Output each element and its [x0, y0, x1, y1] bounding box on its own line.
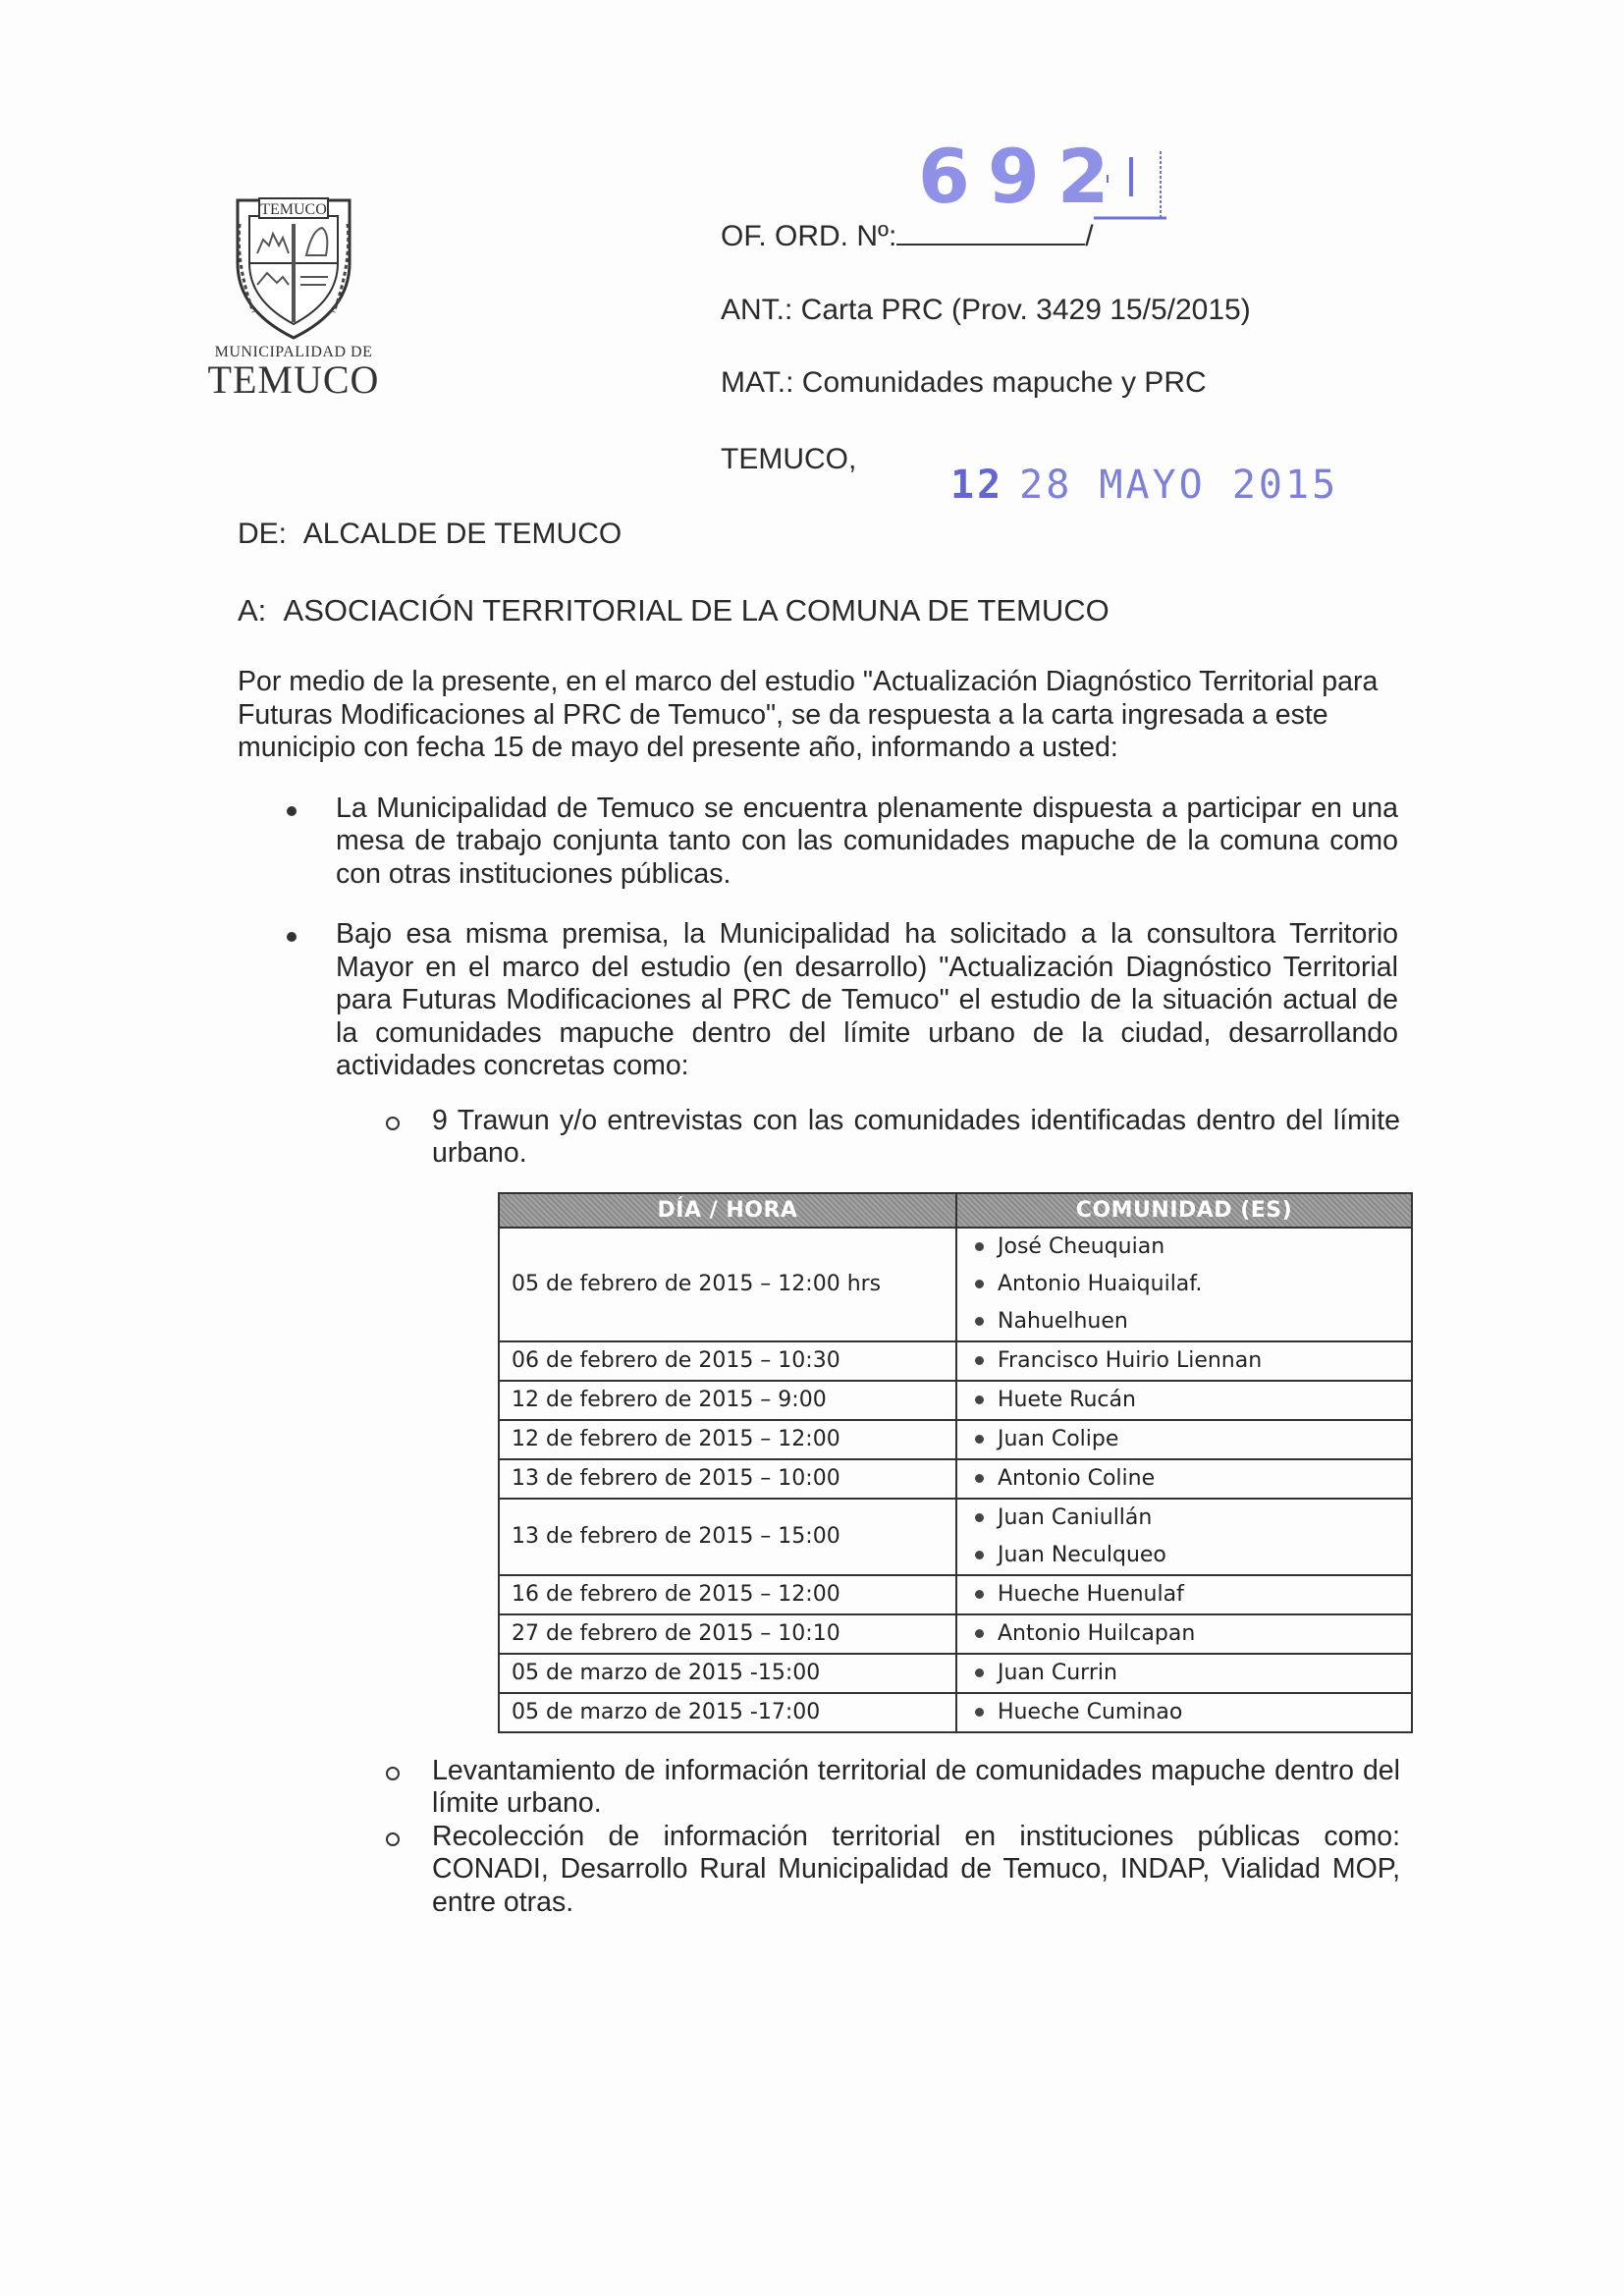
ant-line: ANT.: Carta PRC (Prov. 3429 15/5/2015) — [721, 294, 1251, 326]
community-cell — [956, 1420, 1412, 1459]
ord-number-line — [896, 218, 1085, 246]
schedule-table — [498, 1192, 1413, 1733]
date-stamp — [950, 464, 1338, 507]
community-item — [969, 1303, 1411, 1340]
sub-bullet-item-2-wrapper — [432, 1755, 1400, 1821]
bullet-icon — [975, 1629, 984, 1638]
table-row — [499, 1459, 1412, 1499]
date-time-cell — [499, 1693, 956, 1732]
sub-bullet-item-1-wrapper — [432, 1105, 1400, 1171]
circle-bullet-icon — [386, 1767, 400, 1780]
community-item — [969, 1266, 1411, 1303]
bullet-icon — [975, 1474, 984, 1483]
community-cell — [956, 1614, 1412, 1654]
mat-line: MAT.: Comunidades mapuche y PRC — [721, 366, 1207, 399]
sub-bullet-item-3-wrapper — [432, 1821, 1400, 1920]
date-time-text: 12 de febrero de 2015 – 9:00 — [512, 1388, 827, 1412]
bullet-icon — [287, 806, 297, 816]
community-name: Juan Caniullán — [998, 1505, 1153, 1530]
community-name: Francisco Huirio Liennan — [998, 1348, 1263, 1373]
community-name: Juan Colipe — [998, 1427, 1119, 1451]
institution-line2: TEMUCO — [207, 357, 380, 402]
community-cell — [956, 1381, 1412, 1420]
community-cell — [956, 1499, 1412, 1575]
from-value: ALCALDE DE TEMUCO — [302, 518, 623, 550]
stamp-mark-icon — [1090, 147, 1168, 224]
sub-bullet-item-2: Levantamiento de información territorial de comunidades mapuche dentro del límite urbano. — [432, 1754, 1400, 1819]
date-time-cell — [499, 1654, 956, 1693]
bullet-icon — [287, 932, 297, 942]
date-time-cell — [499, 1420, 956, 1459]
community-name: Antonio Huilcapan — [998, 1621, 1196, 1646]
community-cell — [956, 1693, 1412, 1732]
circle-bullet-icon — [386, 1117, 400, 1130]
order-number-stamp: 692 — [918, 133, 1127, 220]
community-item — [969, 1421, 1411, 1458]
community-name: Huete Rucán — [998, 1388, 1136, 1412]
bullet-item-1: La Municipalidad de Temuco se encuentra plenamente dispuesta a participar en una mesa de trabajo conjunta tanto con las comunidades mapuche de la comuna como con otras instituciones públicas. — [336, 792, 1398, 890]
table-header-row — [499, 1193, 1412, 1228]
ord-separator: / — [1085, 220, 1094, 252]
bullet-icon — [975, 1513, 984, 1522]
circle-bullet-icon — [386, 1832, 400, 1846]
bullet-icon — [975, 1551, 984, 1559]
date-time-text: 16 de febrero de 2015 – 12:00 — [512, 1582, 840, 1607]
community-name: Antonio Coline — [998, 1466, 1156, 1491]
sub-bullet-item-3: Recolección de información territorial en instituciones públicas como: CONADI, Desarrollo Rural Municipalidad de Temuco, INDAP, Vialidad MOP, entre otras. — [432, 1820, 1400, 1918]
from-line — [238, 517, 622, 552]
bullet-icon — [975, 1242, 984, 1251]
table-row — [499, 1420, 1412, 1459]
date-time-text: 12 de febrero de 2015 – 12:00 — [512, 1427, 840, 1451]
table-row — [499, 1614, 1412, 1654]
community-name: Antonio Huaiquilaf. — [998, 1272, 1203, 1296]
community-item — [969, 1615, 1411, 1653]
from-label: DE: — [238, 518, 288, 550]
community-item — [969, 1694, 1411, 1731]
date-time-text: 27 de febrero de 2015 – 10:10 — [512, 1621, 840, 1646]
letter-body — [238, 666, 1414, 1919]
community-item — [969, 1382, 1411, 1419]
to-value: ASOCIACIÓN TERRITORIAL DE LA COMUNA DE TEMUCO — [283, 593, 1110, 628]
community-item — [969, 1460, 1411, 1498]
ord-field — [721, 218, 1094, 254]
bullet-icon — [975, 1435, 984, 1444]
intro-paragraph: Por medio de la presente, en el marco del estudio "Actualización Diagnóstico Territorial para Futuras Modificaciones al PRC de Temuco", se da respuesta a la carta ingresada a este municipio con fecha 15 de mayo del presente año, informando a usted: — [238, 666, 1379, 763]
date-time-cell — [499, 1499, 956, 1575]
community-cell — [956, 1654, 1412, 1693]
community-cell — [956, 1341, 1412, 1381]
date-time-text: 06 de febrero de 2015 – 10:30 — [512, 1348, 840, 1373]
date-stamp-text: 28 MAYO 2015 — [1019, 463, 1339, 508]
ord-label: OF. ORD. Nº: — [721, 220, 897, 252]
bullet-icon — [975, 1590, 984, 1599]
community-item — [969, 1229, 1411, 1266]
municipal-logo — [192, 194, 428, 402]
date-time-text: 05 de marzo de 2015 -15:00 — [512, 1661, 821, 1685]
table-row — [499, 1499, 1412, 1575]
bullet-item-1-wrapper — [336, 793, 1398, 892]
city-line: TEMUCO, — [721, 443, 857, 475]
bullet-icon — [975, 1317, 984, 1326]
date-time-cell — [499, 1575, 956, 1614]
bullet-icon — [975, 1708, 984, 1717]
date-time-cell — [499, 1614, 956, 1654]
community-name: Juan Currin — [998, 1661, 1117, 1685]
table-row — [499, 1381, 1412, 1420]
community-cell — [956, 1459, 1412, 1499]
shield-text: TEMUCO — [260, 201, 327, 218]
date-time-cell — [499, 1459, 956, 1499]
community-item — [969, 1655, 1411, 1692]
date-time-cell — [499, 1381, 956, 1420]
bullet-icon — [975, 1395, 984, 1404]
table-row — [499, 1693, 1412, 1732]
table-row — [499, 1341, 1412, 1381]
community-name: Hueche Huenulaf — [998, 1582, 1184, 1607]
column-header-community: COMUNIDAD (ES) — [956, 1193, 1412, 1228]
bullet-item-2: Bajo esa misma premisa, la Municipalidad ha solicitado a la consultora Territorio Mayor en el marco del estudio (en desarrollo) "Actualización Diagnóstico Territorial para Futuras Modificaciones al PRC de Temuco" el estudio de la situación actual de la comunidades mapuche dentro del límite urbano de la ciudad, desarrollando actividades concretas como: — [336, 918, 1398, 1081]
community-name: Juan Neculqueo — [998, 1543, 1166, 1567]
community-name: Nahuelhuen — [998, 1309, 1128, 1334]
bullet-icon — [975, 1280, 984, 1288]
table-row — [499, 1228, 1412, 1341]
community-cell — [956, 1575, 1412, 1614]
date-time-cell — [499, 1341, 956, 1381]
table-row — [499, 1575, 1412, 1614]
community-item — [969, 1576, 1411, 1613]
date-time-text: 13 de febrero de 2015 – 15:00 — [512, 1524, 840, 1549]
to-label: A: — [238, 593, 267, 628]
institution-line1: MUNICIPALIDAD DE — [214, 344, 373, 360]
bullet-icon — [975, 1356, 984, 1365]
date-time-cell — [499, 1228, 956, 1341]
bullet-item-2-wrapper — [336, 918, 1398, 1083]
column-header-date: DÍA / HORA — [499, 1193, 956, 1228]
table-row — [499, 1654, 1412, 1693]
date-time-text: 13 de febrero de 2015 – 10:00 — [512, 1466, 840, 1491]
community-item — [969, 1537, 1411, 1574]
date-time-text: 05 de marzo de 2015 -17:00 — [512, 1700, 821, 1724]
coat-of-arms-icon — [230, 194, 357, 342]
community-name: Hueche Cuminao — [998, 1700, 1183, 1724]
date-stamp-prefix: 12 — [950, 463, 1004, 508]
sub-bullet-item-1: 9 Trawun y/o entrevistas con las comunidades identificadas dentro del límite urbano. — [432, 1104, 1400, 1169]
date-time-text: 05 de febrero de 2015 – 12:00 hrs — [512, 1272, 882, 1296]
community-name: José Cheuquian — [998, 1234, 1165, 1259]
community-item — [969, 1342, 1411, 1380]
community-cell — [956, 1228, 1412, 1341]
to-line — [238, 593, 1110, 629]
community-item — [969, 1500, 1411, 1537]
bullet-icon — [975, 1668, 984, 1677]
